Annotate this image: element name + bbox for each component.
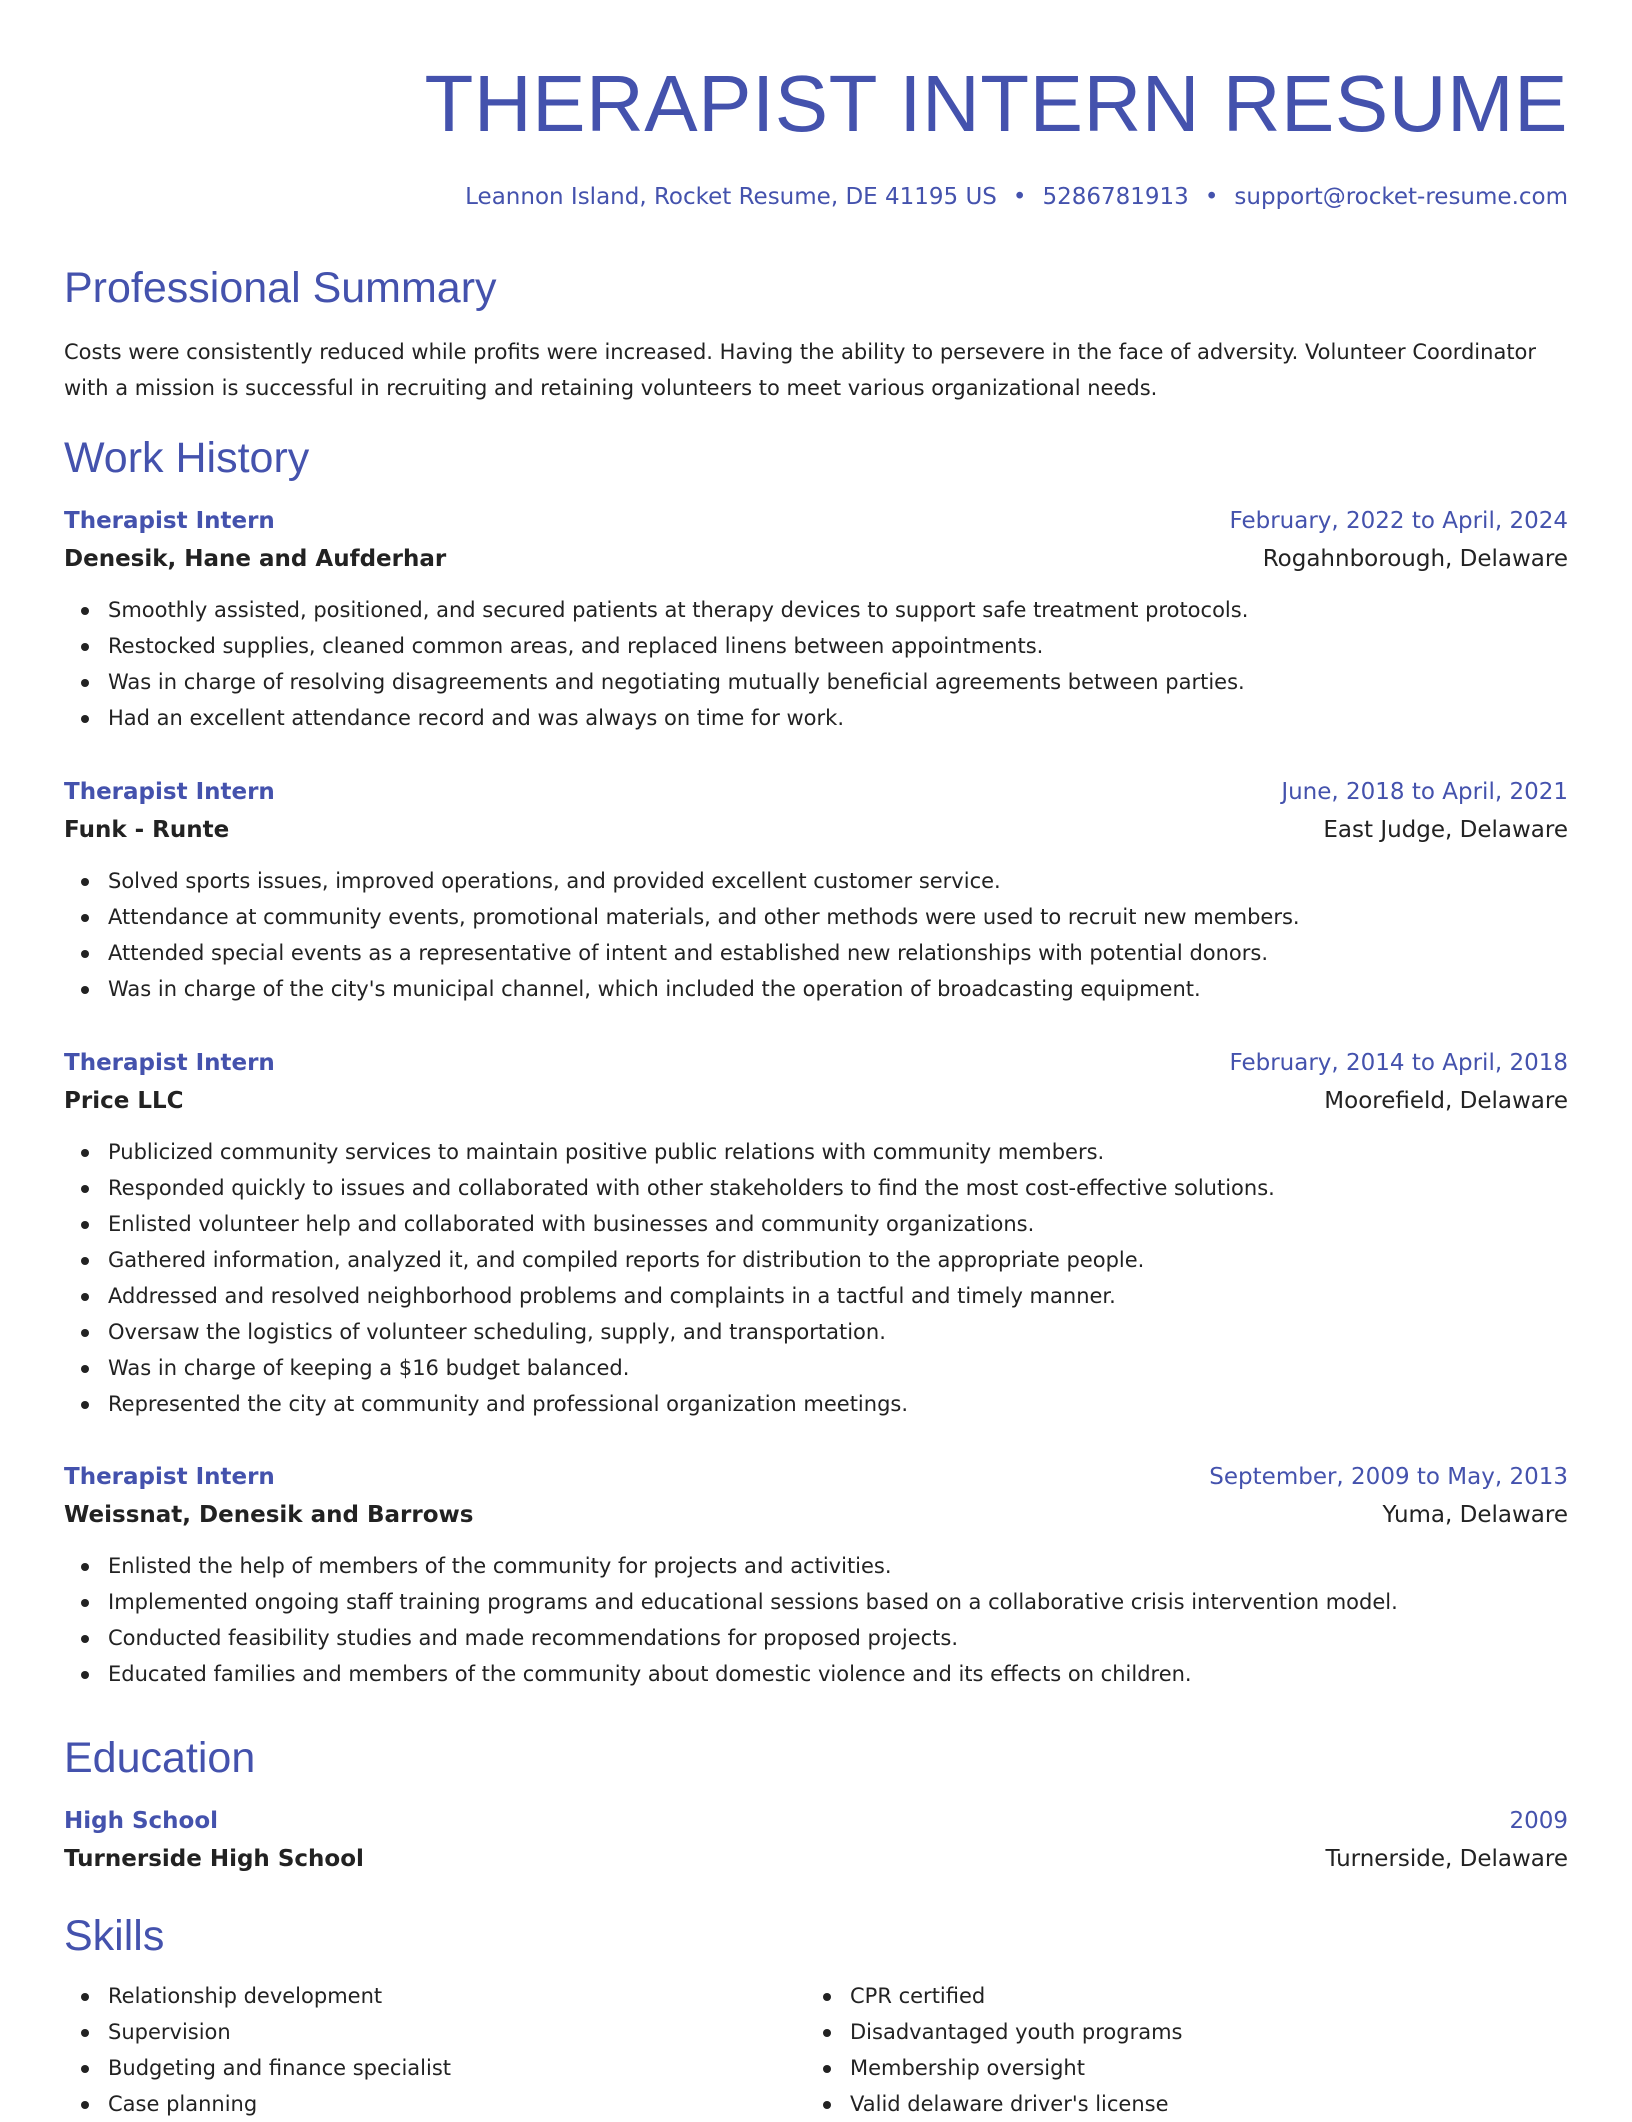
list-item: Solved sports issues, improved operations, and provided excellent customer service.	[64, 863, 1568, 899]
job-bullets	[64, 592, 1568, 736]
job-entry	[64, 502, 1568, 736]
education-heading: Education	[64, 1734, 256, 1782]
job-header-row	[64, 1458, 1568, 1496]
job-dates: June, 2018 to April, 2021	[1281, 779, 1568, 805]
job-entry	[64, 1458, 1568, 1692]
list-item: Educated families and members of the community about domestic violence and its effects on children.	[64, 1656, 1568, 1692]
contact-separator: •	[1012, 184, 1027, 210]
job-dates: February, 2022 to April, 2024	[1229, 508, 1568, 534]
job-entry	[64, 1044, 1568, 1422]
list-item: Membership oversight	[806, 2050, 1506, 2086]
education-year: 2009	[1509, 1808, 1568, 1834]
work-history-heading: Work History	[64, 434, 310, 482]
list-item: Disadvantaged youth programs	[806, 2014, 1506, 2050]
list-item: Relationship development	[64, 1978, 764, 2014]
job-dates: February, 2014 to April, 2018	[1229, 1050, 1568, 1076]
job-company: Weissnat, Denesik and Barrows	[64, 1502, 474, 1528]
education-school-row	[64, 1840, 1568, 1878]
contact-email: support@rocket-resume.com	[1234, 184, 1568, 210]
job-company-row	[64, 1082, 1568, 1120]
education-school: Turnerside High School	[64, 1846, 364, 1872]
list-item: Attendance at community events, promotional materials, and other methods were used to recruit new members.	[64, 899, 1568, 935]
list-item: Conducted feasibility studies and made recommendations for proposed projects.	[64, 1620, 1568, 1656]
list-item: Supervision	[64, 2014, 764, 2050]
skills-column-left	[64, 1978, 764, 2122]
skills-heading: Skills	[64, 1912, 165, 1960]
list-item: CPR certified	[806, 1978, 1506, 2014]
summary-heading: Professional Summary	[64, 264, 497, 312]
job-title: Therapist Intern	[64, 508, 275, 534]
list-item: Smoothly assisted, positioned, and secured patients at therapy devices to support safe treatment protocols.	[64, 592, 1568, 628]
job-entry	[64, 773, 1568, 1007]
contact-phone: 5286781913	[1042, 184, 1189, 210]
list-item: Attended special events as a representative of intent and established new relationships with potential donors.	[64, 935, 1568, 971]
summary-text: Costs were consistently reduced while profits were increased. Having the ability to persevere in the face of adversity. Volunteer Coordinator with a mission is successful in recruiting and retaining volunteers to meet various organizational needs.	[64, 340, 1537, 400]
job-company-row	[64, 1496, 1568, 1534]
list-item: Was in charge of resolving disagreements and negotiating mutually beneficial agreements between parties.	[64, 664, 1568, 700]
skills-column-right	[806, 1978, 1506, 2122]
list-item: Enlisted the help of members of the community for projects and activities.	[64, 1548, 1568, 1584]
list-item: Was in charge of the city's municipal channel, which included the operation of broadcasting equipment.	[64, 971, 1568, 1007]
list-item: Case planning	[64, 2086, 764, 2122]
education-degree: High School	[64, 1808, 219, 1834]
list-item: Oversaw the logistics of volunteer scheduling, supply, and transportation.	[64, 1314, 1568, 1350]
list-item: Enlisted volunteer help and collaborated with businesses and community organizations.	[64, 1206, 1568, 1242]
job-company: Price LLC	[64, 1088, 184, 1114]
job-header-row	[64, 502, 1568, 540]
job-title: Therapist Intern	[64, 1464, 275, 1490]
job-title: Therapist Intern	[64, 779, 275, 805]
job-location: East Judge, Delaware	[1323, 817, 1568, 843]
list-item: Restocked supplies, cleaned common areas, and replaced linens between appointments.	[64, 628, 1568, 664]
education-location: Turnerside, Delaware	[1325, 1846, 1568, 1872]
list-item: Addressed and resolved neighborhood problems and complaints in a tactful and timely manner.	[64, 1278, 1568, 1314]
list-item: Publicized community services to maintain positive public relations with community members.	[64, 1134, 1568, 1170]
job-company: Funk - Runte	[64, 817, 230, 843]
list-item: Responded quickly to issues and collaborated with other stakeholders to find the most cost-effective solutions.	[64, 1170, 1568, 1206]
job-location: Yuma, Delaware	[1382, 1502, 1568, 1528]
job-company-row	[64, 811, 1568, 849]
list-item: Gathered information, analyzed it, and compiled reports for distribution to the appropriate people.	[64, 1242, 1568, 1278]
resume-page	[64, 0, 1568, 2116]
job-dates: September, 2009 to May, 2013	[1209, 1464, 1568, 1490]
job-company: Denesik, Hane and Aufderhar	[64, 546, 447, 572]
job-title: Therapist Intern	[64, 1050, 275, 1076]
job-bullets	[64, 863, 1568, 1007]
contact-address: Leannon Island, Rocket Resume, DE 41195 US	[465, 184, 997, 210]
list-item: Was in charge of keeping a $16 budget balanced.	[64, 1350, 1568, 1386]
job-location: Moorefield, Delaware	[1324, 1088, 1568, 1114]
job-location: Rogahnborough, Delaware	[1262, 546, 1568, 572]
list-item: Valid delaware driver's license	[806, 2086, 1506, 2122]
list-item: Represented the city at community and professional organization meetings.	[64, 1386, 1568, 1422]
job-bullets	[64, 1548, 1568, 1692]
education-header-row	[64, 1802, 1568, 1840]
job-bullets	[64, 1134, 1568, 1422]
list-item: Budgeting and finance specialist	[64, 2050, 764, 2086]
job-company-row	[64, 540, 1568, 578]
job-header-row	[64, 773, 1568, 811]
resume-title: THERAPIST INTERN RESUME	[424, 59, 1568, 148]
job-header-row	[64, 1044, 1568, 1082]
education-entry	[64, 1802, 1568, 1878]
contact-separator: •	[1204, 184, 1219, 210]
list-item: Implemented ongoing staff training programs and educational sessions based on a collaborative crisis intervention model.	[64, 1584, 1568, 1620]
list-item: Had an excellent attendance record and was always on time for work.	[64, 700, 1568, 736]
contact-line	[465, 182, 1568, 212]
